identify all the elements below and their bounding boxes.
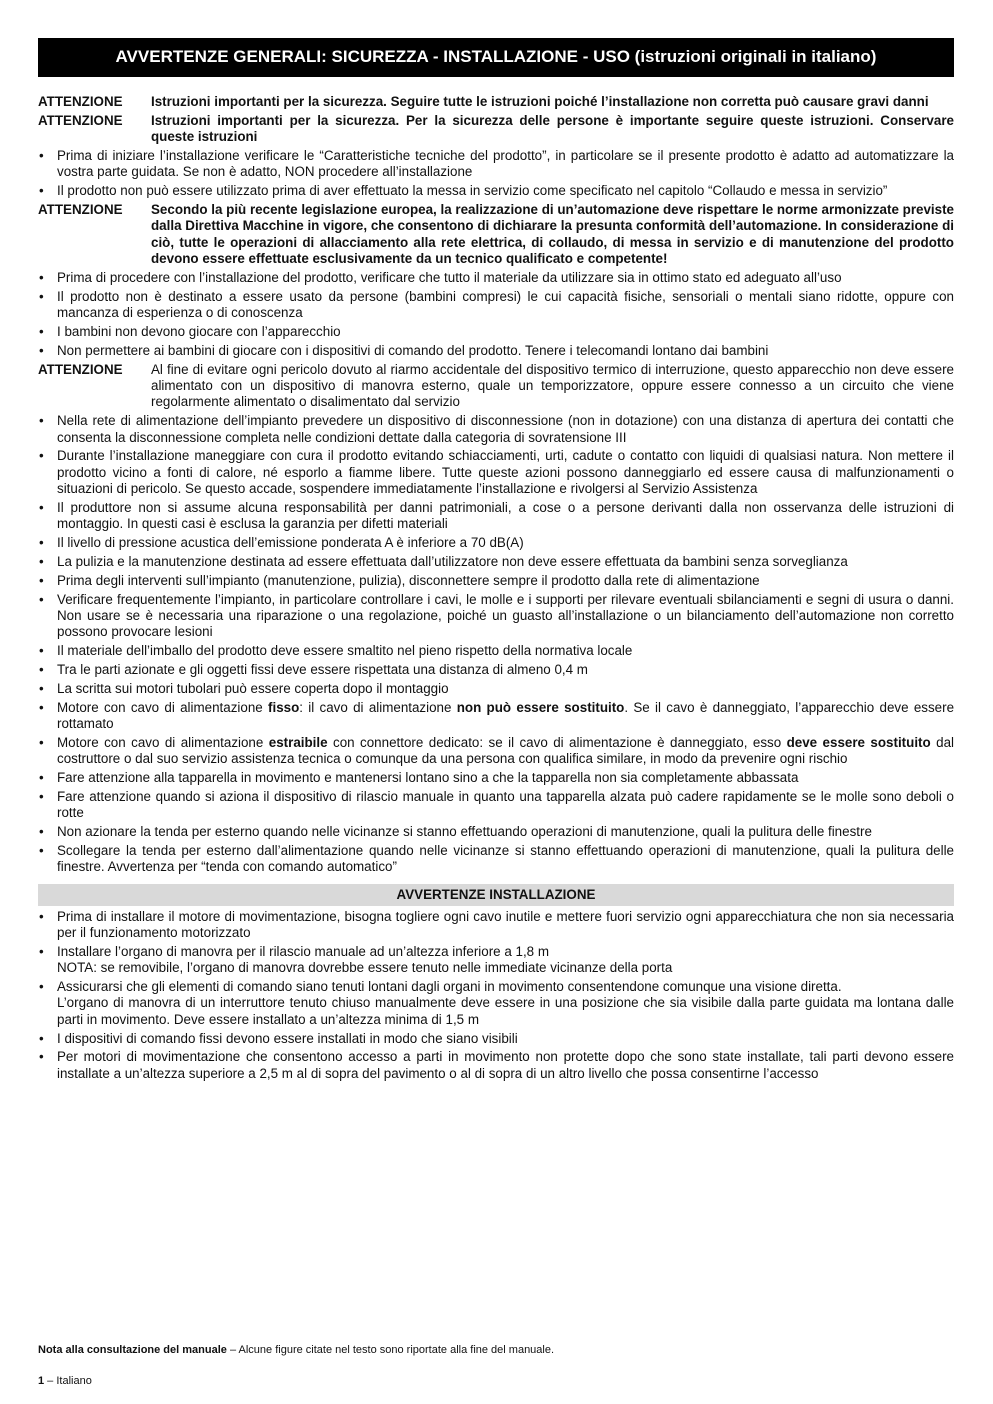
list-item bbox=[38, 573, 954, 589]
list-item-text: Nella rete di alimentazione dell’impianto prevedere un dispositivo di disconnessione (non in dotazione) con una distanza di apertura dei contatti che consenta la disconnessione completa nelle condizioni dettate dalla categoria di sovratensione III bbox=[57, 413, 954, 445]
list-item-text bbox=[57, 979, 954, 1028]
bold-run: estraibile bbox=[268, 734, 328, 750]
list-item bbox=[38, 592, 954, 641]
attention-text: Secondo la più recente legislazione europea, la realizzazione di un’automazione deve rispettare le norme armonizzate previste dalla Direttiva Macchine in vigore, che consentono di dichiarare la presunta conformità dell’automazione. In considerazione di ciò, tutte le operazioni di allacciamento alla rete elettrica, di collaudo, di messa in servizio e di manutenzione del prodotto devono essere effettuate esclusivamente da un tecnico qualificato e competente! bbox=[151, 202, 954, 267]
list-item bbox=[38, 289, 954, 322]
list-item-text: I bambini non devono giocare con l’apparecchio bbox=[57, 324, 341, 340]
text-run: Motore con cavo di alimentazione bbox=[57, 699, 269, 715]
bullet-icon: • bbox=[39, 1030, 44, 1046]
footnote-text: – Alcune figure citate nel testo sono riportate alla fine del manuale. bbox=[226, 1344, 555, 1356]
list-item bbox=[38, 500, 954, 533]
list-item bbox=[38, 700, 954, 733]
list-item bbox=[38, 643, 954, 659]
list-item-text: Prima di procedere con l’installazione del prodotto, verificare che tutto il materiale da utilizzare sia in ottimo stato ed adeguato all’uso bbox=[57, 270, 842, 286]
attention-row bbox=[38, 94, 954, 110]
list-item-text: Il livello di pressione acustica dell’emissione ponderata A è inferiore a 70 dB(A) bbox=[57, 535, 524, 551]
bullet-icon: • bbox=[39, 662, 44, 678]
bullet-icon: • bbox=[39, 413, 44, 429]
list-item bbox=[38, 662, 954, 678]
list-item bbox=[38, 681, 954, 697]
list-item bbox=[38, 843, 954, 876]
note-line: NOTA: se removibile, l’organo di manovra dovrebbe essere tenuto nelle immediate vicinanze della porta bbox=[57, 960, 673, 976]
bullet-icon: • bbox=[39, 448, 44, 464]
bullet-icon: • bbox=[39, 943, 44, 959]
bold-run: fisso bbox=[268, 699, 300, 715]
list-item-text bbox=[57, 944, 954, 977]
list-item-text: Il prodotto non è destinato a essere usato da persone (bambini compresi) le cui capacità fisiche, sensoriali o mentali siano ridotte, oppure con mancanza di esperienza o di conoscenza bbox=[57, 288, 954, 321]
list-item bbox=[38, 324, 954, 340]
list-item-text: Non azionare la tenda per esterno quando nelle vicinanze si stanno effettuando operazioni di manutenzione, quali la pulitura delle finestre bbox=[57, 824, 872, 840]
list-item bbox=[38, 824, 954, 840]
attention-text: Istruzioni importanti per la sicurezza. Seguire tutte le istruzioni poiché l’installazione non corretta può causare gravi danni bbox=[151, 94, 929, 109]
page-language: – Italiano bbox=[44, 1375, 92, 1387]
list-item-text: Fare attenzione quando si aziona il dispositivo di rilascio manuale in quanto una tapparella alzata può cadere rapidamente se le molle sono deboli o rotte bbox=[57, 788, 954, 821]
list-item bbox=[38, 448, 954, 497]
list-item-text: La pulizia e la manutenzione destinata ad essere effettuata dall’utilizzatore non deve essere effettuata da bambini senza sorveglianza bbox=[57, 554, 848, 570]
list-item bbox=[38, 343, 954, 359]
bullet-icon: • bbox=[39, 270, 44, 286]
list-item bbox=[38, 944, 954, 977]
bold-run: deve essere sostituito bbox=[786, 734, 931, 750]
text-run: Motore con cavo di alimentazione bbox=[57, 734, 269, 750]
list-item bbox=[38, 148, 954, 181]
list-item-text: Durante l’installazione maneggiare con cura il prodotto evitando schiacciamenti, urti, cadute o contatto con liquidi di qualsiasi natura. Non mettere il prodotto vicino a fonti di calore, né esporlo a fiamme libere. Tutte queste azioni possono danneggiarlo ed essere causa di malfunzionamenti o situazioni di pericolo. Se questo accade, sospendere immediatamente l’installazione e rivolgersi al Servizio Assistenza bbox=[57, 448, 954, 497]
list-item bbox=[38, 535, 954, 551]
bullet-icon: • bbox=[39, 554, 44, 570]
bullet-icon: • bbox=[39, 324, 44, 340]
footnote-title: Nota alla consultazione del manuale bbox=[38, 1344, 227, 1356]
bullet-icon: • bbox=[39, 979, 44, 995]
list-item-text: Prima degli interventi sull’impianto (manutenzione, pulizia), disconnettere sempre il prodotto dalla rete di alimentazione bbox=[57, 572, 760, 588]
list-item-text: Il prodotto non può essere utilizzato prima di aver effettuato la messa in servizio come specificato nel capitolo “Collaudo e messa in servizio” bbox=[57, 183, 888, 199]
list-item-text: I dispositivi di comando fissi devono essere installati in modo che siano visibili bbox=[57, 1030, 518, 1046]
bullet-icon: • bbox=[39, 342, 44, 358]
bullet-icon: • bbox=[39, 680, 44, 696]
list-item-text: La scritta sui motori tubolari può essere coperta dopo il montaggio bbox=[57, 680, 449, 696]
attention-row bbox=[38, 362, 954, 411]
text-line: Installare l’organo di manovra per il rilascio manuale ad un’altezza inferiore a 1,8 m bbox=[57, 943, 549, 959]
text-run: : il cavo di alimentazione bbox=[299, 699, 457, 715]
bullet-icon: • bbox=[39, 699, 44, 715]
bullet-icon: • bbox=[39, 788, 44, 804]
bullet-icon: • bbox=[39, 824, 44, 840]
text-run: con connettore dedicato: se il cavo di alimentazione è danneggiato, esso bbox=[327, 734, 787, 750]
text-line: Assicurarsi che gli elementi di comando siano tenuti lontani dagli organi in movimento consentendone comunque una visione diretta. bbox=[57, 979, 842, 995]
list-item bbox=[38, 183, 954, 199]
list-item bbox=[38, 413, 954, 446]
footnote bbox=[38, 1343, 554, 1357]
text-line: L’organo di manovra di un interruttore tenuto chiuso manualmente deve essere in una posizione che sia visibile dalla parte guidata ma lontana dalle parti in movimento. Deve essere installato a un’altezza minima di 1,5 m bbox=[57, 995, 954, 1027]
list-item bbox=[38, 1031, 954, 1047]
page-footer bbox=[38, 1374, 92, 1388]
list-item-text: Prima di iniziare l’installazione verificare le “Caratteristiche tecniche del prodotto”, in particolare se il presente prodotto è adatto ad automatizzare la vostra parte guidata. Se non è adatto, NON procedere all’installazione bbox=[57, 148, 954, 180]
bullet-icon: • bbox=[39, 734, 44, 750]
bullet-icon: • bbox=[39, 1049, 44, 1065]
page-number: 1 bbox=[38, 1375, 45, 1387]
list-item bbox=[38, 789, 954, 822]
list-item-text: Scollegare la tenda per esterno dall’alimentazione quando nelle vicinanze si stanno effettuando operazioni di manutenzione, quali la pulitura delle finestre. Avvertenza per “tenda con comando automatico” bbox=[57, 842, 954, 875]
list-item bbox=[38, 270, 954, 286]
text-run: dal costruttore o dal suo servizio assistenza tecnica o comunque da una persona con qualifica similare, in modo da prevenire ogni rischio bbox=[57, 734, 954, 767]
bullet-icon: • bbox=[39, 591, 44, 607]
attention-text: Al fine di evitare ogni pericolo dovuto al riarmo accidentale del dispositivo termico di interruzione, questo apparecchio non deve essere alimentato con un dispositivo di manovra esterno, quale un temporizzatore, oppure essere connesso a un circuito che viene regolarmente alimentato o disalimentato dal servizio bbox=[151, 361, 954, 410]
list-item-text bbox=[57, 735, 954, 768]
list-item bbox=[38, 1049, 954, 1082]
list-item-text: Il materiale dell’imballo del prodotto deve essere smaltito nel pieno rispetto della normativa locale bbox=[57, 643, 633, 659]
list-item-text: Prima di installare il motore di movimentazione, bisogna togliere ogni cavo inutile e mettere fuori servizio ogni apparecchiatura che non sia necessaria per il funzionamento motorizzato bbox=[57, 908, 954, 941]
bullet-icon: • bbox=[39, 288, 44, 304]
attention-label: ATTENZIONE bbox=[38, 112, 123, 128]
bullet-icon: • bbox=[39, 842, 44, 858]
section-heading: AVVERTENZE INSTALLAZIONE bbox=[38, 884, 954, 906]
attention-text: Istruzioni importanti per la sicurezza. Per la sicurezza delle persone è importante seguire queste istruzioni. Conservare queste istruzioni bbox=[151, 112, 954, 145]
list-item-text: Verificare frequentemente l’impianto, in particolare controllare i cavi, le molle e i supporti per rilevare eventuali sbilanciamenti e segni di usura o danni. Non usare se è necessaria una riparazione o una regolazione, poiché un guasto all’installazione o un bilanciamento dell’automazione non corretto possono provocare lesioni bbox=[57, 591, 954, 640]
bullet-icon: • bbox=[39, 908, 44, 924]
list-item bbox=[38, 979, 954, 1028]
bullet-icon: • bbox=[39, 183, 44, 199]
text-run: . Se il cavo è danneggiato, l’apparecchio deve essere rottamato bbox=[57, 699, 955, 732]
attention-label: ATTENZIONE bbox=[38, 202, 123, 217]
list-item bbox=[38, 554, 954, 570]
bold-run: non può essere sostituito bbox=[456, 699, 625, 715]
attention-row bbox=[38, 113, 954, 146]
attention-row bbox=[38, 202, 954, 268]
attention-label: ATTENZIONE bbox=[38, 361, 123, 377]
list-item bbox=[38, 909, 954, 942]
list-item-text: Il produttore non si assume alcuna responsabilità per danni patrimoniali, a cose o a persone derivanti dalla non osservanza delle istruzioni di montaggio. In questi casi è esclusa la garanzia per difetti materiali bbox=[57, 500, 954, 532]
bullet-icon: • bbox=[39, 500, 44, 516]
bullet-icon: • bbox=[39, 572, 44, 588]
bullet-icon: • bbox=[39, 535, 44, 551]
attention-label: ATTENZIONE bbox=[38, 94, 123, 109]
list-item bbox=[38, 735, 954, 768]
list-item-text: Tra le parti azionate e gli oggetti fissi deve essere rispettata una distanza di almeno 0,4 m bbox=[57, 662, 588, 678]
list-item-text: Non permettere ai bambini di giocare con i dispositivi di comando del prodotto. Tenere i telecomandi lontano dai bambini bbox=[57, 342, 769, 358]
bullet-icon: • bbox=[39, 770, 44, 786]
list-item-text: Per motori di movimentazione che consentono accesso a parti in movimento non protette dopo che sono state installate, tali parti devono essere installate a un’altezza superiore a 2,5 m al di sopra del pavimento o al di sopra di un altro livello che possa consentirne l’accesso bbox=[57, 1049, 954, 1081]
bullet-icon: • bbox=[39, 643, 44, 659]
list-item-text bbox=[57, 700, 954, 733]
warnings-content bbox=[38, 94, 954, 1085]
page-title: AVVERTENZE GENERALI: SICUREZZA - INSTALLAZIONE - USO (istruzioni originali in italiano) bbox=[38, 38, 954, 77]
bullet-icon: • bbox=[39, 148, 44, 163]
list-item bbox=[38, 770, 954, 786]
list-item-text: Fare attenzione alla tapparella in movimento e mantenersi lontano sino a che la tapparella non sia completamente abbassata bbox=[57, 770, 799, 786]
